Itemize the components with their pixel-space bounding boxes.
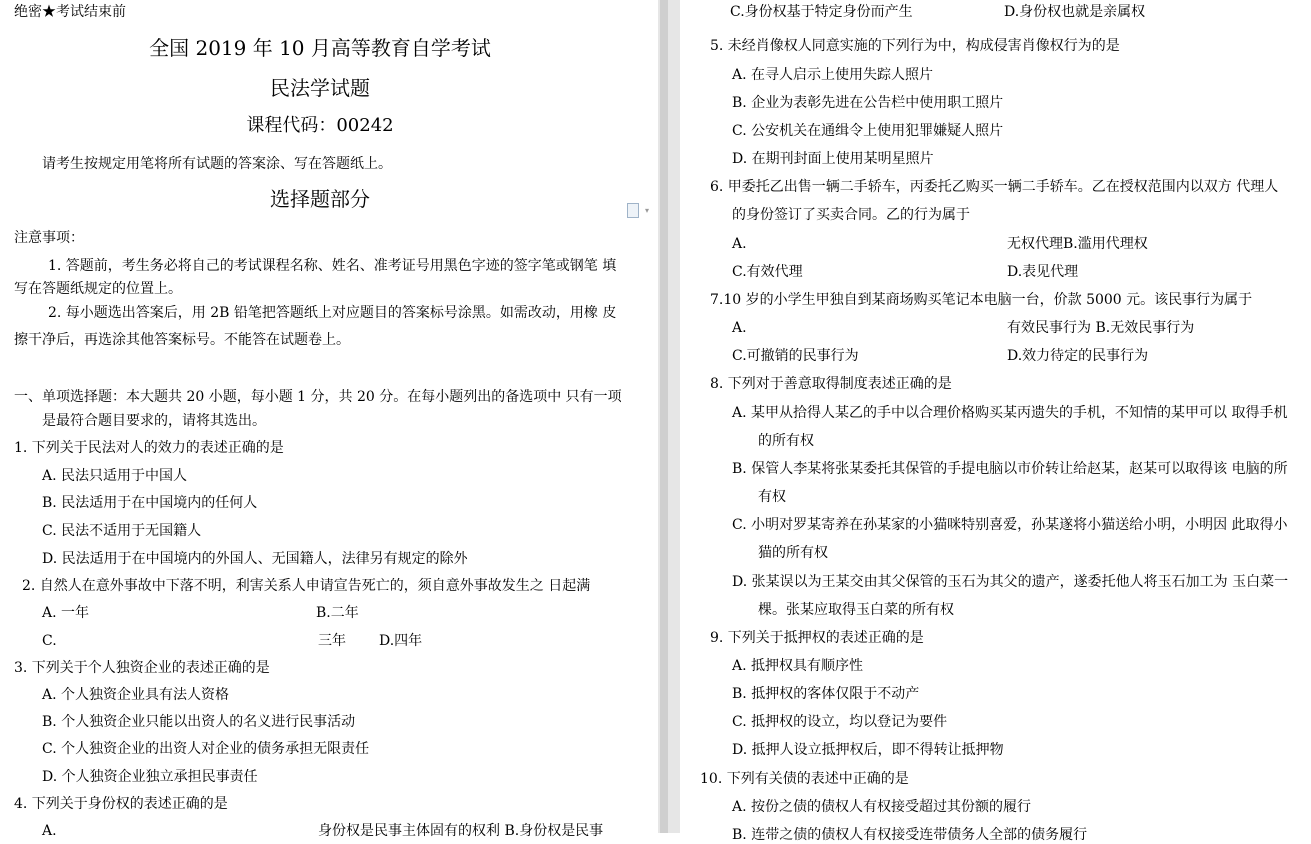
exam-title: 全国 2019 年 10 月高等教育自学考试 [149,36,491,60]
question-8-option-b: B. 保管人李某将张某委托其保管的手提电脑以市价转让给赵某，赵某可以取得该 电脑的所 [732,461,1288,477]
question-5-option-c: C. 公安机关在通缉令上使用犯罪嫌疑人照片 [732,123,1004,139]
question-4-option-a: A. [42,823,57,839]
question-1-option-a: A. 民法只适用于中国人 [42,468,188,484]
question-7-option-a: A. [732,320,747,336]
section-title: 选择题部分 [270,187,370,211]
question-5: 5. 未经肖像权人同意实施的下列行为中，构成侵害肖像权行为的是 [710,38,1120,54]
question-1-option-d: D. 民法适用于在中国境内的外国人、无国籍人，法律另有规定的除外 [42,551,468,567]
question-8-option-d: D. 张某误以为王某交由其父保管的玉石为其父的遗产，遂委托他人将玉石加工为 玉白菜一 [732,574,1289,590]
exam-subject: 民法学试题 [270,76,370,100]
question-2: 2. 自然人在意外事故中下落不明，利害关系人申请宣告死亡的，须自意外事故发生之 日起满 [22,578,591,594]
question-10: 10. 下列有关债的表述中正确的是 [700,771,909,787]
question-4-option-a-b: 身份权是民事主体固有的权利 B.身份权是民事 [318,823,604,839]
part-one-heading-cont: 是最符合题目要求的，请将其选出。 [42,413,266,429]
question-2-option-a: A. 一年 [42,605,90,621]
question-2-option-c-text: 三年 [318,633,346,649]
question-9-option-c: C. 抵押权的设立，均以登记为要件 [732,714,948,730]
question-8-option-c-cont: 猫的所有权 [758,545,828,561]
question-3: 3. 下列关于个人独资企业的表述正确的是 [14,660,270,676]
exam-page-left [0,0,658,839]
question-4-option-c: C.身份权基于特定身份而产生 [730,4,913,20]
question-2-option-d: D.四年 [379,633,423,649]
question-1-option-b: B. 民法适用于在中国境内的任何人 [42,495,258,511]
question-3-option-c: C. 个人独资企业的出资人对企业的债务承担无限责任 [42,741,370,757]
question-8: 8. 下列对于善意取得制度表述正确的是 [710,376,952,392]
question-9-option-d: D. 抵押人设立抵押权后，即不得转让抵押物 [732,742,1004,758]
question-9-option-b: B. 抵押权的客体仅限于不动产 [732,686,920,702]
question-7-option-a-b: 有效民事行为 B.无效民事行为 [1007,320,1195,336]
question-3-option-a: A. 个人独资企业具有法人资格 [42,687,230,703]
question-10-option-a: A. 按份之债的债权人有权接受超过其份额的履行 [732,799,1032,815]
question-1: 1. 下列关于民法对人的效力的表述正确的是 [14,440,284,456]
question-3-option-d: D. 个人独资企业独立承担民事责任 [42,769,258,785]
question-10-option-b: B. 连带之债的债权人有权接受连带债务人全部的债务履行 [732,827,1088,843]
page-gutter [658,0,680,833]
note-1-cont: 写在答题纸规定的位置上。 [14,281,182,297]
question-7: 7.10 岁的小学生甲独自到某商场购买笔记本电脑一台，价款 5000 元。该民事行为属于 [710,292,1253,308]
note-2: 2. 每小题选出答案后，用 2B 铅笔把答题纸上对应题目的答案标号涂黑。如需改动，用橡 皮 [48,305,617,321]
question-5-option-d: D. 在期刊封面上使用某明星照片 [732,151,934,167]
question-8-option-a: A. 某甲从拾得人某乙的手中以合理价格购买某丙遗失的手机，不知情的某甲可以 取得手机 [732,405,1288,421]
question-7-option-d: D.效力待定的民事行为 [1007,348,1149,364]
question-1-option-c: C. 民法不适用于无国籍人 [42,523,202,539]
question-9: 9. 下列关于抵押权的表述正确的是 [710,630,924,646]
question-2-option-c: C. [42,633,57,649]
question-2-option-b: B.二年 [316,605,359,621]
question-5-option-b: B. 企业为表彰先进在公告栏中使用职工照片 [732,95,1004,111]
question-6-option-c: C.有效代理 [732,264,803,280]
question-3-option-b: B. 个人独资企业只能以出资人的名义进行民事活动 [42,714,356,730]
document-icon[interactable]: ▾ [627,203,641,219]
question-6-option-a: A. [732,236,747,252]
question-4: 4. 下列关于身份权的表述正确的是 [14,796,228,812]
question-6: 6. 甲委托乙出售一辆二手轿车，丙委托乙购买一辆二手轿车。乙在授权范围内以双方 代理人 [710,179,1279,195]
question-7-option-c: C.可撤销的民事行为 [732,348,859,364]
confidential-label: 绝密★考试结束前 [14,4,126,20]
note-2-cont: 擦干净后，再选涂其他答案标号。不能答在试题卷上。 [14,332,350,348]
question-5-option-a: A. 在寻人启示上使用失踪人照片 [732,67,934,83]
question-6-option-a-b: 无权代理B.滥用代理权 [1007,236,1148,252]
question-4-option-d: D.身份权也就是亲属权 [1004,4,1146,20]
notes-title: 注意事项： [14,230,84,246]
question-8-option-c: C. 小明对罗某寄养在孙某家的小猫咪特别喜爱，孙某遂将小猫送给小明，小明因 此取得小 [732,517,1288,533]
question-6-option-d: D.表见代理 [1007,264,1079,280]
question-8-option-d-cont: 棵。张某应取得玉白菜的所有权 [758,602,954,618]
instruction-text: 请考生按规定用笔将所有试题的答案涂、写在答题纸上。 [42,156,392,172]
part-one-heading: 一、单项选择题：本大题共 20 小题，每小题 1 分，共 20 分。在每小题列出的备选项中 只有一项 [14,389,622,405]
note-1: 1. 答题前，考生务必将自己的考试课程名称、姓名、准考证号用黑色字迹的签字笔或钢笔 填 [48,258,617,274]
vertical-scrollbar[interactable] [660,0,668,833]
course-code: 课程代码：00242 [246,115,394,136]
question-6-cont: 的身份签订了买卖合同。乙的行为属于 [732,207,970,223]
exam-page-right [680,0,1311,843]
question-8-option-b-cont: 有权 [758,489,786,505]
question-8-option-a-cont: 的所有权 [758,433,814,449]
question-9-option-a: A. 抵押权具有顺序性 [732,658,864,674]
